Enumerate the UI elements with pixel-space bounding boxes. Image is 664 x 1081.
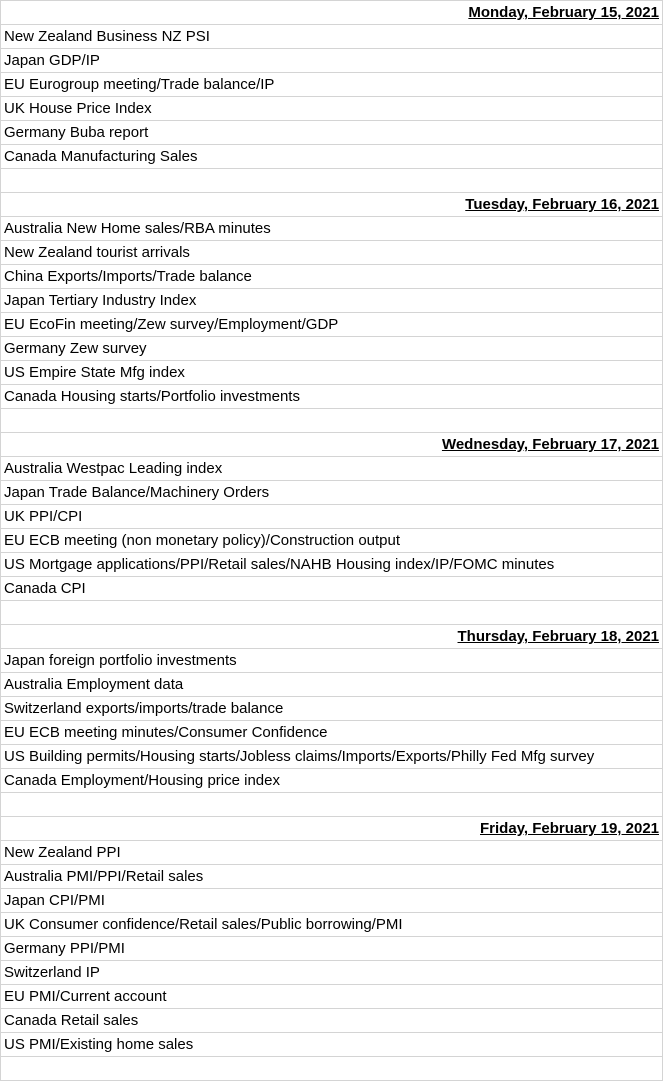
event-row: UK PPI/CPI bbox=[0, 504, 663, 528]
event-row: Japan GDP/IP bbox=[0, 48, 663, 72]
event-row: Australia Employment data bbox=[0, 672, 663, 696]
blank-row bbox=[0, 168, 663, 192]
event-row: Japan Trade Balance/Machinery Orders bbox=[0, 480, 663, 504]
blank-row bbox=[0, 600, 663, 624]
event-row: Germany Buba report bbox=[0, 120, 663, 144]
day-header: Friday, February 19, 2021 bbox=[0, 816, 663, 840]
event-row: US Building permits/Housing starts/Jobless claims/Imports/Exports/Philly Fed Mfg survey bbox=[0, 744, 663, 768]
event-row: Canada CPI bbox=[0, 576, 663, 600]
day-header: Tuesday, February 16, 2021 bbox=[0, 192, 663, 216]
day-header: Thursday, February 18, 2021 bbox=[0, 624, 663, 648]
event-row: Canada Housing starts/Portfolio investments bbox=[0, 384, 663, 408]
event-row: UK House Price Index bbox=[0, 96, 663, 120]
event-row: EU ECB meeting minutes/Consumer Confidence bbox=[0, 720, 663, 744]
event-row: Japan CPI/PMI bbox=[0, 888, 663, 912]
day-header: Monday, February 15, 2021 bbox=[0, 0, 663, 24]
event-row: US Empire State Mfg index bbox=[0, 360, 663, 384]
event-row: UK Consumer confidence/Retail sales/Public borrowing/PMI bbox=[0, 912, 663, 936]
event-row: Germany PPI/PMI bbox=[0, 936, 663, 960]
blank-row bbox=[0, 1056, 663, 1081]
event-row: China Exports/Imports/Trade balance bbox=[0, 264, 663, 288]
event-row: New Zealand PPI bbox=[0, 840, 663, 864]
event-row: US Mortgage applications/PPI/Retail sales/NAHB Housing index/IP/FOMC minutes bbox=[0, 552, 663, 576]
event-row: Canada Manufacturing Sales bbox=[0, 144, 663, 168]
event-row: EU Eurogroup meeting/Trade balance/IP bbox=[0, 72, 663, 96]
day-header: Wednesday, February 17, 2021 bbox=[0, 432, 663, 456]
event-row: Japan foreign portfolio investments bbox=[0, 648, 663, 672]
event-row: Japan Tertiary Industry Index bbox=[0, 288, 663, 312]
blank-row bbox=[0, 408, 663, 432]
event-row: EU PMI/Current account bbox=[0, 984, 663, 1008]
event-row: Switzerland IP bbox=[0, 960, 663, 984]
event-row: Canada Retail sales bbox=[0, 1008, 663, 1032]
event-row: US PMI/Existing home sales bbox=[0, 1032, 663, 1056]
event-row: Australia Westpac Leading index bbox=[0, 456, 663, 480]
event-row: EU EcoFin meeting/Zew survey/Employment/GDP bbox=[0, 312, 663, 336]
event-row: New Zealand Business NZ PSI bbox=[0, 24, 663, 48]
event-row: Switzerland exports/imports/trade balance bbox=[0, 696, 663, 720]
event-row: Canada Employment/Housing price index bbox=[0, 768, 663, 792]
event-row: New Zealand tourist arrivals bbox=[0, 240, 663, 264]
event-row: Germany Zew survey bbox=[0, 336, 663, 360]
event-row: Australia New Home sales/RBA minutes bbox=[0, 216, 663, 240]
event-row: Australia PMI/PPI/Retail sales bbox=[0, 864, 663, 888]
blank-row bbox=[0, 792, 663, 816]
event-row: EU ECB meeting (non monetary policy)/Construction output bbox=[0, 528, 663, 552]
